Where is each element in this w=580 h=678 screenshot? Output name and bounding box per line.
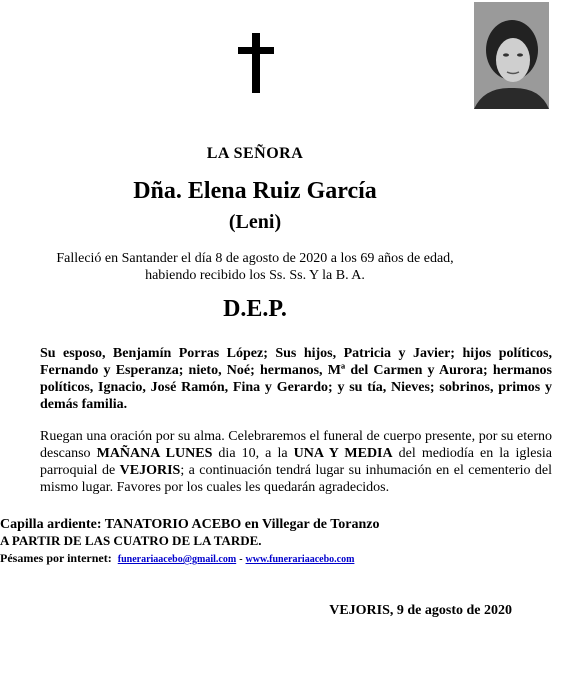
deceased-name: Dña. Elena Ruiz García	[133, 178, 377, 204]
cross-icon	[236, 33, 276, 93]
funeral-time: UNA Y MEDIA	[293, 446, 393, 461]
condolences-line	[0, 551, 512, 567]
email-link[interactable]: funerariaacebo@gmail.com	[117, 554, 237, 565]
funeral-text-4: ; a continuación tendrá lugar su inhumación en el cementerio del mismo lugar. Favores por los cuales les quedarán agradecidos.	[40, 463, 552, 495]
chapel-time: A PARTIR DE LAS CUATRO DE LA TARDE.	[0, 533, 262, 548]
funeral-day: MAÑANA LUNES	[96, 446, 213, 461]
death-notice-line2: habiendo recibido los Ss. Ss. Y la B. A.	[145, 268, 365, 283]
death-notice	[20, 250, 490, 284]
condolences-label: Pésames por internet:	[0, 551, 112, 565]
deceased-photo	[474, 2, 549, 109]
deceased-nickname: (Leni)	[228, 211, 282, 233]
portrait-image	[474, 2, 549, 109]
funeral-paragraph	[0, 428, 552, 496]
family-paragraph	[0, 345, 552, 413]
dep-heading: D.E.P.	[223, 296, 287, 322]
funeral-text-3: del mediodía en la iglesia parroquial de	[40, 446, 553, 478]
funeral-place: VEJORIS	[119, 463, 181, 478]
death-notice-line1: Falleció en Santander el día 8 de agosto de 2020 a los 69 años de edad,	[56, 251, 454, 266]
chapel-info: Capilla ardiente: TANATORIO ACEBO en Villegar de Toranzo	[0, 517, 380, 532]
website-link[interactable]: www.funerariaacebo.com	[245, 554, 355, 565]
funeral-text-1: Ruegan una oración por su alma. Celebraremos el funeral de cuerpo presente, por su eterno descanso	[40, 429, 552, 461]
title-la-senora: LA SEÑORA	[206, 145, 304, 162]
funeral-text-2: dia 10, a la	[212, 446, 294, 461]
family-text: Su esposo, Benjamín Porras López; Sus hijos, Patricia y Javier; hijos políticos, Fernando y Esperanza; nieto, Noé; hermanos, Mª del Carmen y Aurora; hermanos políticos, Ignacio, José Ramón, Fina y Gerardo; y su tía, Nieves; sobrinos, primos y demás familia.	[40, 346, 552, 412]
link-separator: -	[239, 554, 243, 565]
place-date-signature: VEJORIS, 9 de agosto de 2020	[329, 603, 512, 618]
